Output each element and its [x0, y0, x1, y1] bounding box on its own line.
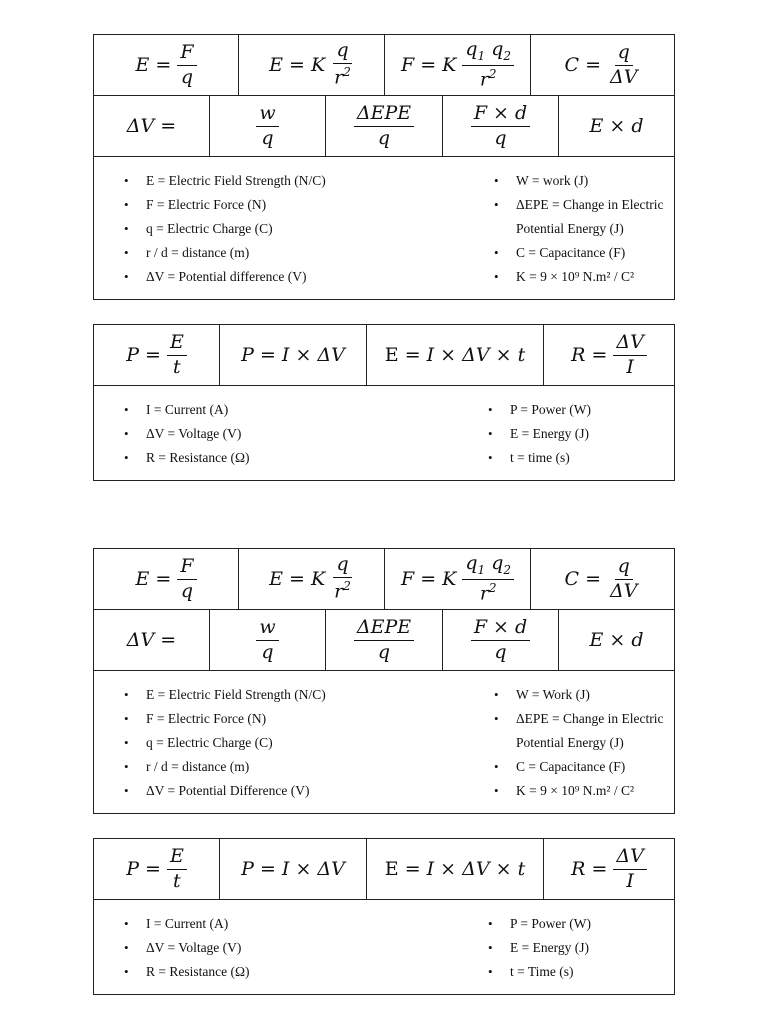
numerator: ΔV — [613, 333, 646, 356]
definition-item: • E = Energy (J) — [510, 936, 674, 960]
formula-cell-coulomb-force — [385, 549, 531, 609]
subscript: 2 — [503, 562, 512, 577]
numerator: w — [256, 618, 278, 641]
numerator: F × d — [471, 104, 530, 127]
definitions-right-list — [458, 912, 674, 984]
denominator-base: r — [334, 66, 344, 89]
denominator — [331, 64, 354, 88]
formula-cell-coulomb-force — [385, 35, 531, 95]
formula-cell-field-distance — [559, 610, 674, 670]
formula-cell-field-distance — [559, 96, 674, 156]
formula-lhs: E = — [384, 344, 421, 366]
electricity-formula-card — [93, 34, 675, 300]
definitions-left-list — [94, 912, 458, 984]
exponent: 2 — [343, 579, 351, 594]
formula-rhs: I × ΔV × t — [426, 858, 526, 880]
formula-cell-energy — [367, 325, 544, 385]
formula-rhs: I × ΔV × t — [426, 344, 526, 366]
formula-cell-resistance — [544, 325, 674, 385]
denominator: q — [377, 640, 391, 663]
formula-lhs: C = — [564, 54, 602, 76]
formula-row-potential — [94, 96, 674, 157]
definition-item: • F = Electric Force (N) — [146, 707, 464, 731]
definition-item: • ΔV = Potential Difference (V) — [146, 779, 464, 803]
potential-difference-label: ΔV = — [126, 115, 177, 137]
formula-cell-field-strength — [94, 549, 239, 609]
power-current-formula: P = I × ΔV — [241, 858, 345, 880]
subscript: 1 — [477, 48, 486, 63]
exponent: 2 — [488, 580, 497, 595]
definitions-left-list — [94, 683, 464, 803]
potential-label-cell — [94, 610, 210, 670]
definitions-left-list — [94, 398, 458, 470]
numerator: ΔEPE — [354, 618, 414, 641]
definition-item: • R = Resistance (Ω) — [146, 960, 458, 984]
formula-cell-coulomb-field — [239, 35, 385, 95]
formula-cell-power-current — [220, 839, 367, 899]
formula-lhs: C = — [564, 568, 602, 590]
definition-item: • r / d = distance (m) — [146, 241, 464, 265]
formula-lhs: E = — [135, 568, 172, 590]
denominator — [331, 578, 354, 602]
definitions-block — [94, 157, 674, 299]
formula-lhs: E = K — [269, 53, 326, 76]
potential-label-cell — [94, 96, 210, 156]
definition-item: • q = Electric Charge (C) — [146, 731, 464, 755]
numerator — [462, 40, 514, 65]
formula-cell-power — [94, 325, 220, 385]
denominator: t — [173, 355, 181, 378]
numerator: q — [615, 43, 633, 66]
formula-row-fields — [94, 35, 674, 96]
definition-item: • q = Electric Charge (C) — [146, 217, 464, 241]
definition-item: • F = Electric Force (N) — [146, 193, 464, 217]
definition-item: • C = Capacitance (F) — [516, 755, 674, 779]
numerator: F — [177, 557, 196, 580]
definition-item: • ΔEPE = Change in Electric Potential Energy (J) — [516, 707, 674, 755]
field-times-distance: E × d — [589, 115, 644, 137]
denominator-base: r — [479, 581, 489, 604]
formula-lhs: E = — [135, 54, 172, 76]
definition-item: • R = Resistance (Ω) — [146, 446, 458, 470]
numerator: w — [256, 104, 278, 127]
power-current-formula: P = I × ΔV — [241, 344, 345, 366]
definition-item: • E = Electric Field Strength (N/C) — [146, 683, 464, 707]
definition-item: • C = Capacitance (F) — [516, 241, 674, 265]
definitions-block — [94, 671, 674, 813]
numerator: q — [333, 41, 351, 64]
denominator — [477, 66, 500, 90]
field-times-distance: E × d — [589, 629, 644, 651]
denominator: q — [261, 126, 274, 149]
formula-row-fields — [94, 549, 674, 610]
denominator: q — [494, 126, 507, 149]
definition-item: • E = Energy (J) — [510, 422, 674, 446]
formula-cell-resistance — [544, 839, 674, 899]
formula-cell-force-distance — [443, 96, 559, 156]
formula-cell-capacitance — [531, 549, 674, 609]
formula-cell-energy — [367, 839, 544, 899]
definitions-left-list — [94, 169, 464, 289]
formula-cell-coulomb-field — [239, 549, 385, 609]
numerator: F — [177, 43, 196, 66]
denominator — [477, 580, 500, 604]
subscript: 2 — [503, 48, 512, 63]
denominator: q — [261, 640, 274, 663]
charge-one: q — [465, 552, 478, 575]
formula-cell-work — [210, 610, 326, 670]
formula-cell-force-distance — [443, 610, 559, 670]
denominator: I — [626, 355, 634, 378]
definition-item: • ΔV = Potential difference (V) — [146, 265, 464, 289]
potential-difference-label: ΔV = — [126, 629, 177, 651]
definition-item: • P = Power (W) — [510, 912, 674, 936]
formula-cell-power-current — [220, 325, 367, 385]
formula-lhs: P = — [126, 858, 161, 880]
definition-item: • K = 9 × 10⁹ N.m² / C² — [516, 779, 674, 803]
formula-lhs: P = — [126, 344, 161, 366]
exponent: 2 — [343, 65, 351, 80]
formula-row-circuit — [94, 325, 674, 386]
denominator-base: r — [479, 67, 489, 90]
definition-item: • t = time (s) — [510, 446, 674, 470]
numerator: E — [167, 847, 187, 870]
definition-item: • t = Time (s) — [510, 960, 674, 984]
charge-two: q — [491, 552, 504, 575]
formula-lhs: E = K — [269, 567, 326, 590]
denominator: ΔV — [610, 579, 638, 602]
electricity-formula-card — [93, 548, 675, 814]
definition-item: • K = 9 × 10⁹ N.m² / C² — [516, 265, 674, 289]
definition-item: • P = Power (W) — [510, 398, 674, 422]
numerator: F × d — [471, 618, 530, 641]
formula-cell-power — [94, 839, 220, 899]
definitions-right-list — [464, 683, 674, 803]
definitions-right-list — [464, 169, 674, 289]
definitions-block — [94, 386, 674, 480]
numerator: q — [333, 555, 351, 578]
definitions-right-list — [458, 398, 674, 470]
denominator: I — [626, 869, 634, 892]
denominator: q — [180, 579, 193, 602]
numerator — [462, 554, 514, 579]
formula-cell-capacitance — [531, 35, 674, 95]
charge-one: q — [465, 38, 478, 61]
definitions-block — [94, 900, 674, 994]
numerator: ΔEPE — [354, 104, 414, 127]
formula-lhs: E = — [384, 858, 421, 880]
formula-cell-epe — [326, 96, 443, 156]
definition-item: • ΔEPE = Change in Electric Potential Energy (J) — [516, 193, 674, 241]
circuit-formula-card — [93, 838, 675, 995]
definition-item: • r / d = distance (m) — [146, 755, 464, 779]
formula-lhs: R = — [571, 344, 608, 366]
denominator: ΔV — [610, 65, 638, 88]
formula-lhs: R = — [571, 858, 608, 880]
formula-row-potential — [94, 610, 674, 671]
definition-item: • I = Current (A) — [146, 912, 458, 936]
numerator: E — [167, 333, 187, 356]
formula-cell-epe — [326, 610, 443, 670]
charge-two: q — [491, 38, 504, 61]
numerator: ΔV — [613, 847, 646, 870]
formula-lhs: F = K — [400, 54, 457, 76]
denominator: t — [173, 869, 181, 892]
definition-item: • ΔV = Voltage (V) — [146, 422, 458, 446]
definition-item: • E = Electric Field Strength (N/C) — [146, 169, 464, 193]
definition-item: • I = Current (A) — [146, 398, 458, 422]
exponent: 2 — [488, 66, 497, 81]
formula-cell-work — [210, 96, 326, 156]
subscript: 1 — [477, 562, 486, 577]
denominator: q — [494, 640, 507, 663]
denominator-base: r — [334, 580, 344, 603]
numerator: q — [615, 557, 633, 580]
denominator: q — [180, 65, 193, 88]
circuit-formula-card — [93, 324, 675, 481]
denominator: q — [377, 126, 391, 149]
formula-lhs: F = K — [400, 568, 457, 590]
definition-item: • W = Work (J) — [516, 683, 674, 707]
formula-row-circuit — [94, 839, 674, 900]
definition-item: • ΔV = Voltage (V) — [146, 936, 458, 960]
definition-item: • W = work (J) — [516, 169, 674, 193]
formula-cell-field-strength — [94, 35, 239, 95]
